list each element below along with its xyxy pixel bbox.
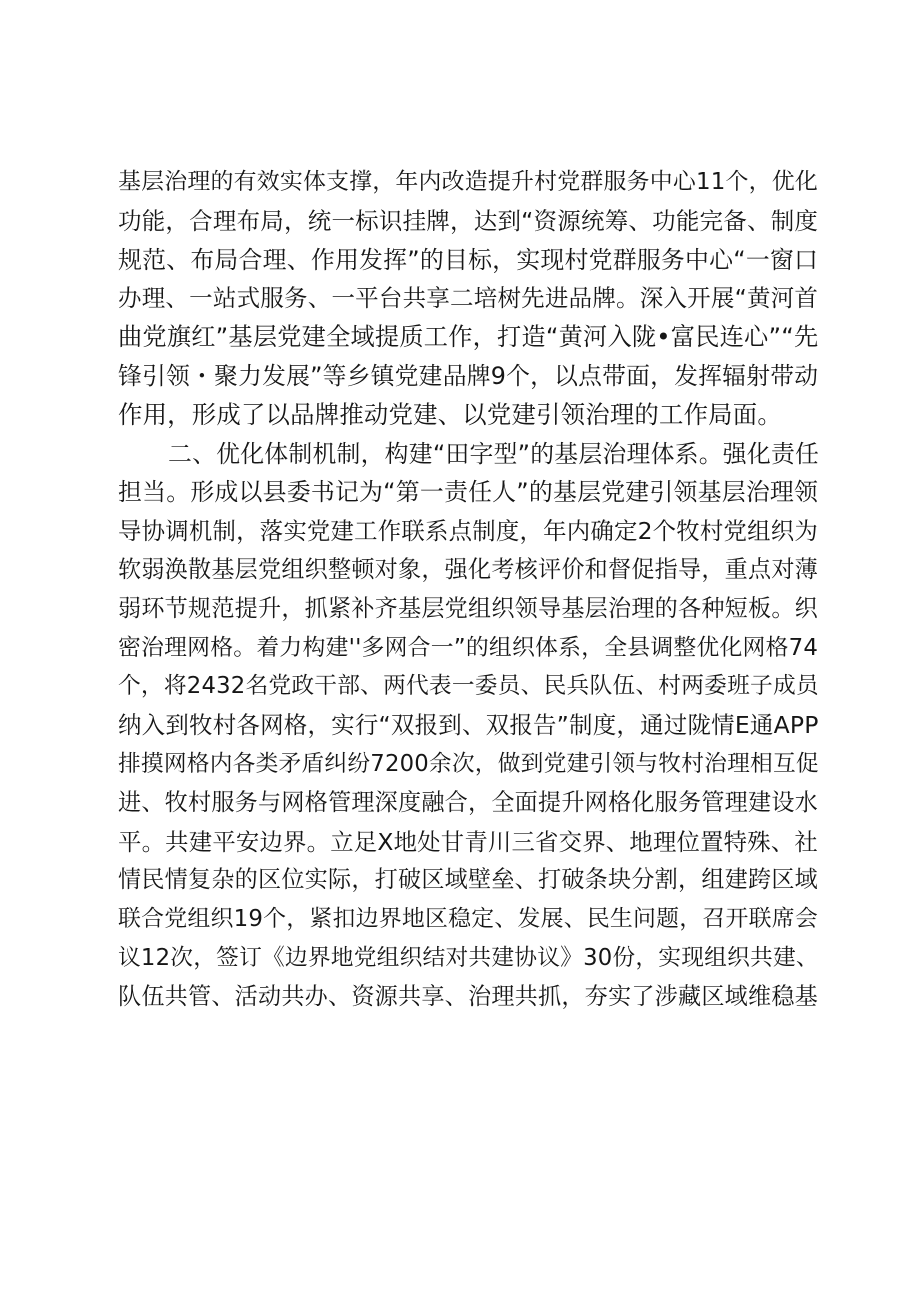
paragraph-1-line-2: 功能，合理布局，统一标识挂牌，达到“资源统筹、功能完备、制度 <box>118 206 819 235</box>
paragraph-2-line-7: 个，将2432名党政干部、两代表一委员、民兵队伍、村两委班子成员 <box>118 673 819 700</box>
paragraph-2-line-12: 情民情复杂的区位实际，打破区域壁垒、打破条块分割，组建跨区域 <box>118 867 818 894</box>
paragraph-2-line-15: 队伍共管、活动共办、资源共享、治理共抓，夯实了涉藏区域维稳基 <box>118 983 818 1010</box>
paragraph-2-line-4: 软弱涣散基层党组织整顿对象，强化考核评价和督促指导，重点对薄 <box>118 556 818 583</box>
paragraph-2-line-9: 排摸网格内各类矛盾纠纷7200余次，做到党建引领与牧村治理相互促 <box>118 750 819 777</box>
paragraph-2-line-1: 二、优化体制机制，构建“田字型”的基层治理体系。强化责任 <box>168 439 820 468</box>
paragraph-2-line-14: 议12次，签订《边界地党组织结对共建协议》30份，实现组织共建、 <box>118 944 819 971</box>
paragraph-2-line-5: 弱环节规范提升，抓紧补齐基层党组织领导基层治理的各种短板。织 <box>118 595 818 622</box>
paragraph-2-line-3: 导协调机制，落实党建工作联系点制度，年内确定2个牧村党组织为 <box>118 517 818 546</box>
paragraph-2-line-11: 平。共建平安边界。立足X地处甘青川三省交界、地理位置特殊、社 <box>118 827 818 856</box>
paragraph-1-line-6: 锋引领・聚力发展”等乡镇党建品牌9个，以点带面，发挥辐射带动 <box>118 361 819 390</box>
paragraph-1-line-7: 作用，形成了以品牌推动党建、以党建引领治理的工作局面。 <box>118 399 782 429</box>
paragraph-1-line-1: 基层治理的有效实体支撑，年内改造提升村党群服务中心11个，优化 <box>118 169 818 195</box>
body-text <box>118 163 818 1017</box>
paragraph-2-line-13: 联合党组织19个，紧扣边界地区稳定、发展、民生问题，召开联席会 <box>118 906 818 933</box>
paragraph-2-line-8: 纳入到牧村各网格，实行“双报到、双报告”制度，通过陇情E通APP <box>118 711 819 740</box>
paragraph-1-line-4: 办理、一站式服务、一平台共享二培树先进品牌。深入开展“黄河首 <box>118 284 819 313</box>
paragraph-2-line-6: 密治理网格。着力构建''多网合一”的组织体系，全县调整优化网格74 <box>118 634 819 661</box>
paragraph-1-line-3: 规范、布局合理、作用发挥”的目标，实现村党群服务中心“一窗口 <box>118 245 819 274</box>
paragraph-2-line-10: 进、牧村服务与网格管理深度融合，全面提升网格化服务管理建设水 <box>118 789 818 816</box>
paragraph-2-line-2: 担当。形成以县委书记为“第一责任人”的基层党建引领基层治理领 <box>118 478 819 507</box>
paragraph-1-line-5: 曲党旗红”基层党建全域提质工作，打造“黄河入陇•富民连心”“先 <box>118 323 819 352</box>
